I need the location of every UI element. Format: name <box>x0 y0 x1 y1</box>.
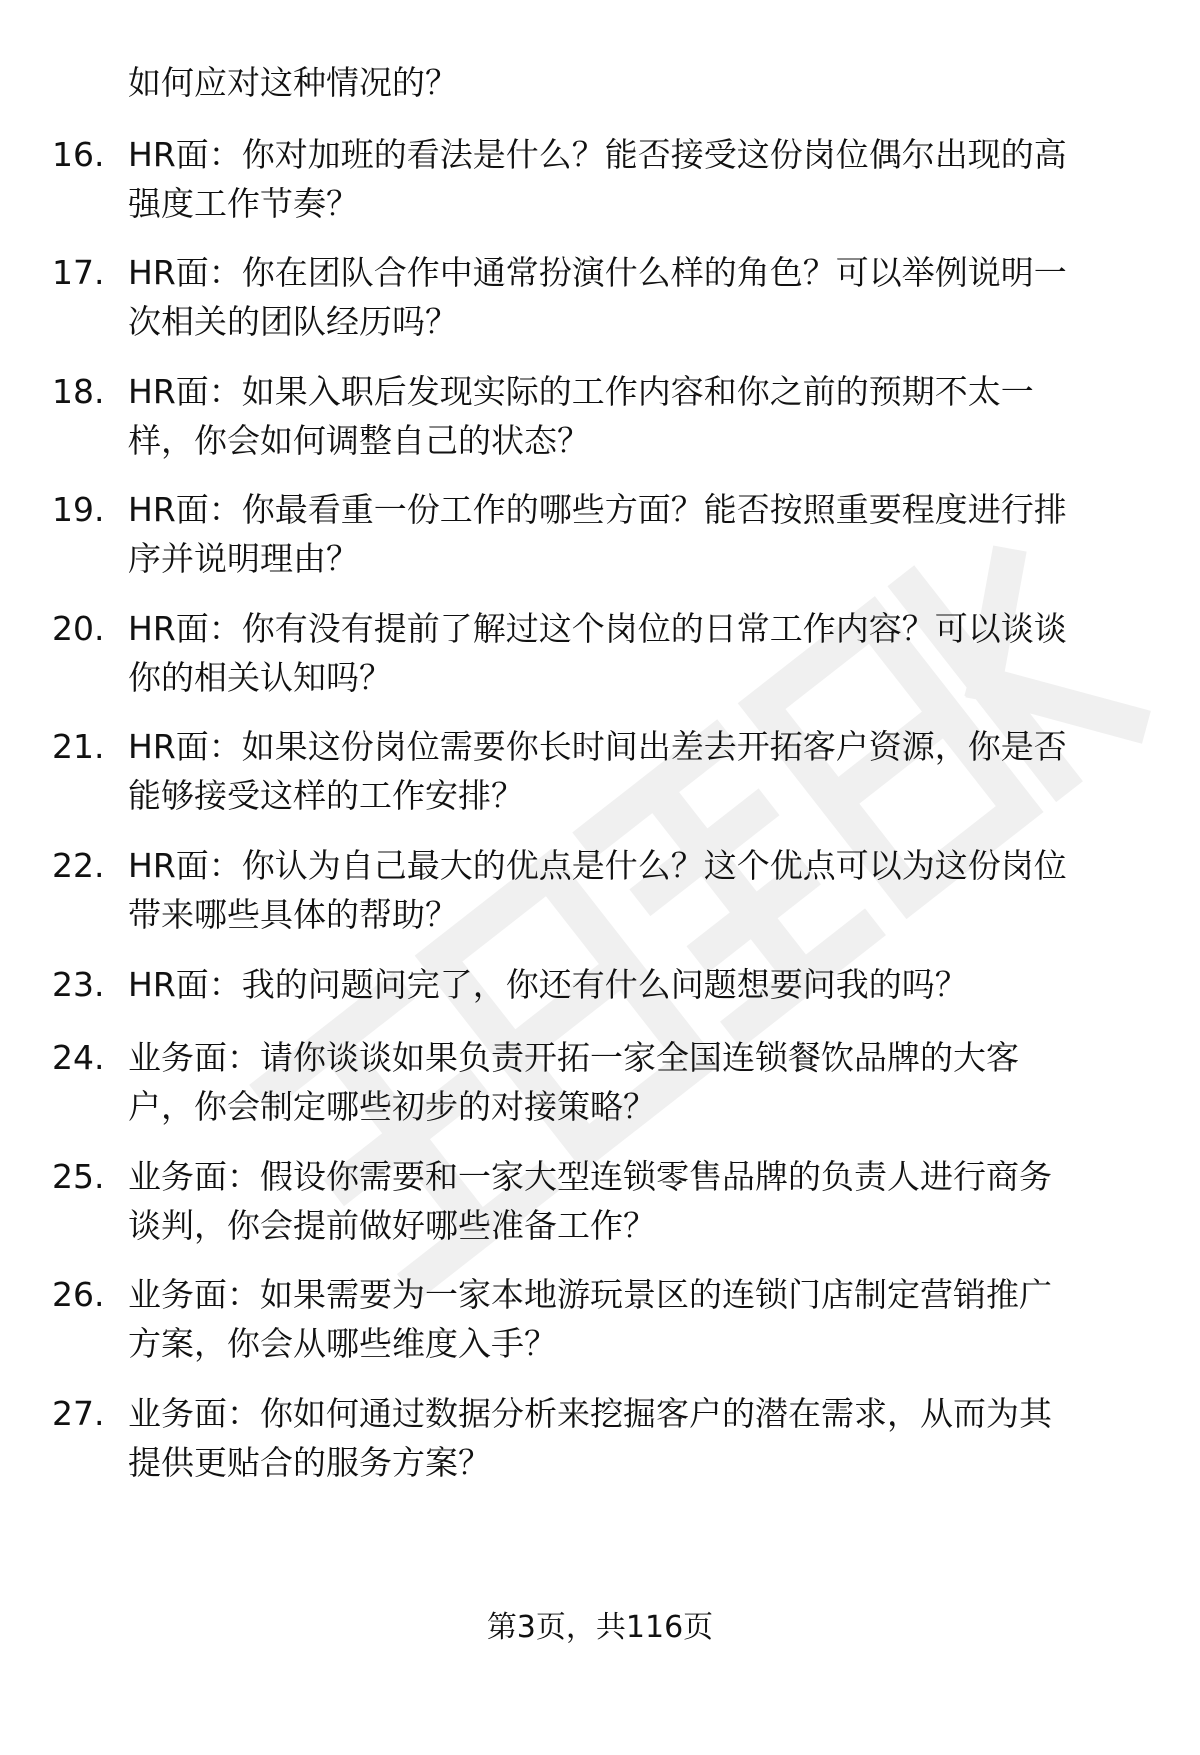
item-number: 25. <box>52 1157 105 1196</box>
item-line: 业务面：你如何通过数据分析来挖掘客户的潜在需求，从而为其 <box>128 1394 1052 1433</box>
item-line: 序并说明理由？ <box>128 539 359 578</box>
item-text <box>128 722 1158 820</box>
item-text <box>128 1270 1158 1368</box>
item-line: HR面：我的问题问完了，你还有什么问题想要问我的吗？ <box>128 965 968 1004</box>
item-line: 谈判，你会提前做好哪些准备工作？ <box>128 1206 656 1245</box>
item-text <box>128 1389 1158 1487</box>
item-text <box>128 130 1158 228</box>
item-number: 19. <box>52 490 105 529</box>
item-line: 提供更贴合的服务方案？ <box>128 1443 491 1482</box>
item-line: HR面：如果入职后发现实际的工作内容和你之前的预期不太一 <box>128 372 1034 411</box>
item-line: 方案，你会从哪些维度入手？ <box>128 1324 557 1363</box>
item-line: 你的相关认知吗？ <box>128 658 392 697</box>
item-number: 22. <box>52 846 105 885</box>
item-number: 21. <box>52 727 105 766</box>
page-footer: 第3页，共116页 <box>486 1610 714 1645</box>
item-text <box>128 960 1158 1009</box>
item-line: 业务面：假设你需要和一家大型连锁零售品牌的负责人进行商务 <box>128 1157 1052 1196</box>
item-line: 样，你会如何调整自己的状态？ <box>128 421 590 460</box>
item-number: 20. <box>52 609 105 648</box>
item-line: 强度工作节奏？ <box>128 184 359 223</box>
item-text <box>128 604 1158 702</box>
item-line: HR面：如果这份岗位需要你长时间出差去开拓客户资源，你是否 <box>128 727 1067 766</box>
item-text <box>128 1033 1158 1131</box>
item-text <box>128 1152 1158 1250</box>
item-line: 能够接受这样的工作安排？ <box>128 776 524 815</box>
item-text <box>128 485 1158 583</box>
item-line: 业务面：请你谈谈如果负责开拓一家全国连锁餐饮品牌的大客 <box>128 1038 1019 1077</box>
item-number: 26. <box>52 1275 105 1314</box>
item-number: 23. <box>52 965 105 1004</box>
item-line: HR面：你认为自己最大的优点是什么？这个优点可以为这份岗位 <box>128 846 1067 885</box>
item-text <box>128 248 1158 346</box>
item-line: HR面：你对加班的看法是什么？能否接受这份岗位偶尔出现的高 <box>128 135 1067 174</box>
item-line: HR面：你在团队合作中通常扮演什么样的角色？可以举例说明一 <box>128 253 1067 292</box>
continuation-line: 如何应对这种情况的？ <box>128 63 458 102</box>
item-number: 27. <box>52 1394 105 1433</box>
item-text <box>128 367 1158 465</box>
item-text <box>128 841 1158 939</box>
item-line: 业务面：如果需要为一家本地游玩景区的连锁门店制定营销推广 <box>128 1275 1052 1314</box>
item-line: 次相关的团队经历吗？ <box>128 302 458 341</box>
item-number: 16. <box>52 135 105 174</box>
item-line: 户，你会制定哪些初步的对接策略？ <box>128 1087 656 1126</box>
item-line: HR面：你最看重一份工作的哪些方面？能否按照重要程度进行排 <box>128 490 1067 529</box>
item-line: HR面：你有没有提前了解过这个岗位的日常工作内容？可以谈谈 <box>128 609 1067 648</box>
item-number: 18. <box>52 372 105 411</box>
item-number: 17. <box>52 253 105 292</box>
item-number: 24. <box>52 1038 105 1077</box>
item-line: 带来哪些具体的帮助？ <box>128 895 458 934</box>
